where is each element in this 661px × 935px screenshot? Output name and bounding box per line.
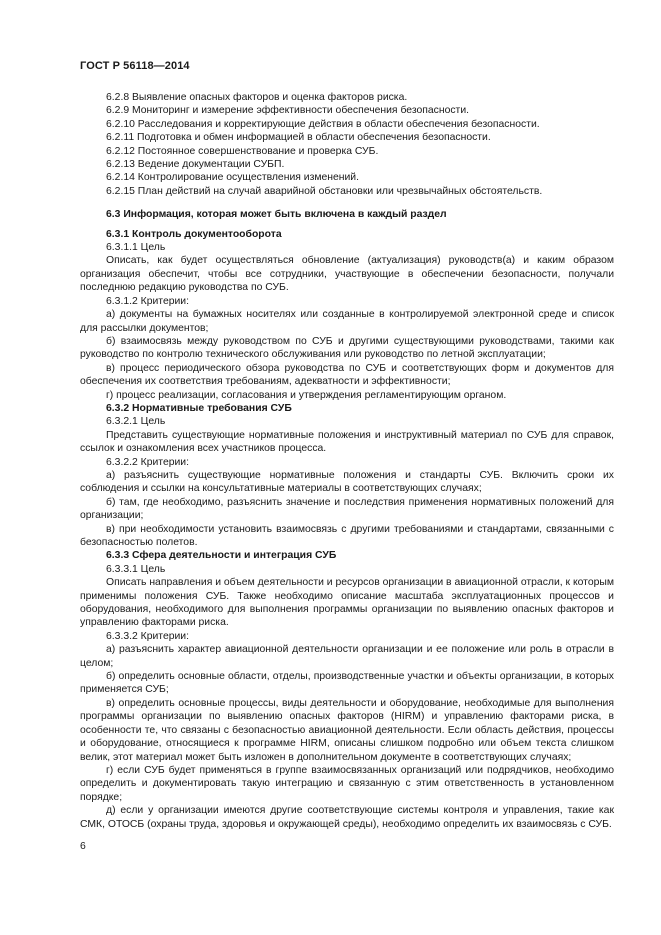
paragraph: 6.3.1.1 Цель xyxy=(106,242,166,254)
section-heading: 6.3.2 Нормативные требования СУБ xyxy=(106,402,292,414)
paragraph: 6.3.2.1 Цель xyxy=(106,416,166,428)
paragraph: 6.3.2.2 Критерии: xyxy=(106,456,189,468)
paragraph: а) разъяснить существующие нормативные положения и стандарты СУБ. Включить сроки их соблюдения и ссылки на консультативные материалы в соответствующих случаях; xyxy=(80,469,614,495)
paragraph: 6.2.9 Мониторинг и измерение эффективности обеспечения безопасности. xyxy=(106,105,470,117)
paragraph: 6.2.15 План действий на случай аварийной обстановки или чрезвычайных обстоятельств. xyxy=(106,185,543,197)
document-standard-id: ГОСТ Р 56118—2014 xyxy=(80,60,190,72)
section-heading: 6.3.3 Сфера деятельности и интеграция СУБ xyxy=(106,550,337,562)
paragraph: в) при необходимости установить взаимосвязь с другими требованиями и стандартами, связанными с безопасностью полетов. xyxy=(80,523,614,548)
section-heading: 6.3.1 Контроль документооборота xyxy=(106,228,282,240)
paragraph: 6.2.13 Ведение документации СУБП. xyxy=(106,159,285,171)
document-body xyxy=(80,91,614,831)
paragraph: г) если СУБ будет применяться в группе взаимосвязанных организаций или подрядчиков, необходимо определить и документировать такую интеграцию и связанную с этим ответственность в установленном порядке; xyxy=(80,764,614,803)
paragraph: Представить существующие нормативные положения и инструктивный материал по СУБ для справок, ссылок и ознакомления всех участников процесса. xyxy=(80,429,614,455)
paragraph: б) взаимосвязь между руководством по СУБ и другими существующими руководствами, такими как руководство по контролю технического обслуживания или руководство по летной эксплуатации; xyxy=(80,335,614,361)
paragraph: 6.2.10 Расследования и корректирующие действия в области обеспечения безопасности. xyxy=(106,118,540,130)
paragraph: в) процесс периодического обзора руководства по СУБ и соответствующих форм и документов для обеспечения их соответствия требованиям, адекватности и эффективности; xyxy=(80,362,614,388)
paragraph: 6.2.8 Выявление опасных факторов и оценка факторов риска. xyxy=(106,92,408,103)
paragraph: 6.2.11 Подготовка и обмен информацией в области обеспечения безопасности. xyxy=(106,132,491,144)
paragraph: б) определить основные области, отделы, производственные участки и объекты организации, в которых применяется СУБ; xyxy=(80,671,614,696)
paragraph: 6.2.12 Постоянное совершенствование и проверка СУБ. xyxy=(106,145,379,157)
page-number: 6 xyxy=(80,841,86,852)
paragraph: Описать, как будет осуществляться обновление (актуализация) руководств(а) и каким образом организация обеспечит, чтобы все сотрудники, участвующие в обеспечении безопасности, получали последнюю редакцию руководства по СУБ. xyxy=(80,255,614,294)
paragraph: 6.3.1.2 Критерии: xyxy=(106,295,189,307)
paragraph: г) процесс реализации, согласования и утверждения регламентирующим органом. xyxy=(106,389,507,401)
paragraph: 6.3.3.1 Цель xyxy=(106,563,166,575)
paragraph: в) определить основные процессы, виды деятельности и оборудование, необходимые для выполнения программы организации по выявлению опасных факторов (HIRM) и управлению факторами риска, в особенности те, что связаны с безопасностью авиационной деятельности. Если область действия, процессы и оборудование, относящиеся к программе HIRM, описаны слишком подробно или объем текста слишком велик, этот материал может быть изложен в дополнительном документе в соответствующих случаях; xyxy=(80,697,614,763)
paragraph: б) там, где необходимо, разъяснить значение и последствия применения нормативных положений для организации; xyxy=(80,496,614,522)
paragraph: 6.2.14 Контролирование осуществления изменений. xyxy=(106,172,360,184)
paragraph: д) если у организации имеются другие соответствующие системы контроля и управления, такие как СМК, ОТОСБ (охраны труда, здоровья и окружающей среды), необходимо определить их взаимосвязь с СУБ. xyxy=(80,805,614,830)
paragraph: Описать направления и объем деятельности и ресурсов организации в авиационной отрасли, к которым применимы положения СУБ. Также необходимо описание масштаба эксплуатационных процессов и оборудования, необходимого для выполнения программы организации по выявлению опасных факторов и управлению факторами риска. xyxy=(80,577,614,629)
section-heading: 6.3 Информация, которая может быть включена в каждый раздел xyxy=(106,209,447,221)
paragraph: а) разъяснить характер авиационной деятельности организации и ее положение или роль в отрасли в целом; xyxy=(80,644,614,669)
paragraph: 6.3.3.2 Критерии: xyxy=(106,630,189,642)
paragraph: а) документы на бумажных носителях или созданные в контролируемой электронной среде и список для рассылки документов; xyxy=(80,309,614,334)
